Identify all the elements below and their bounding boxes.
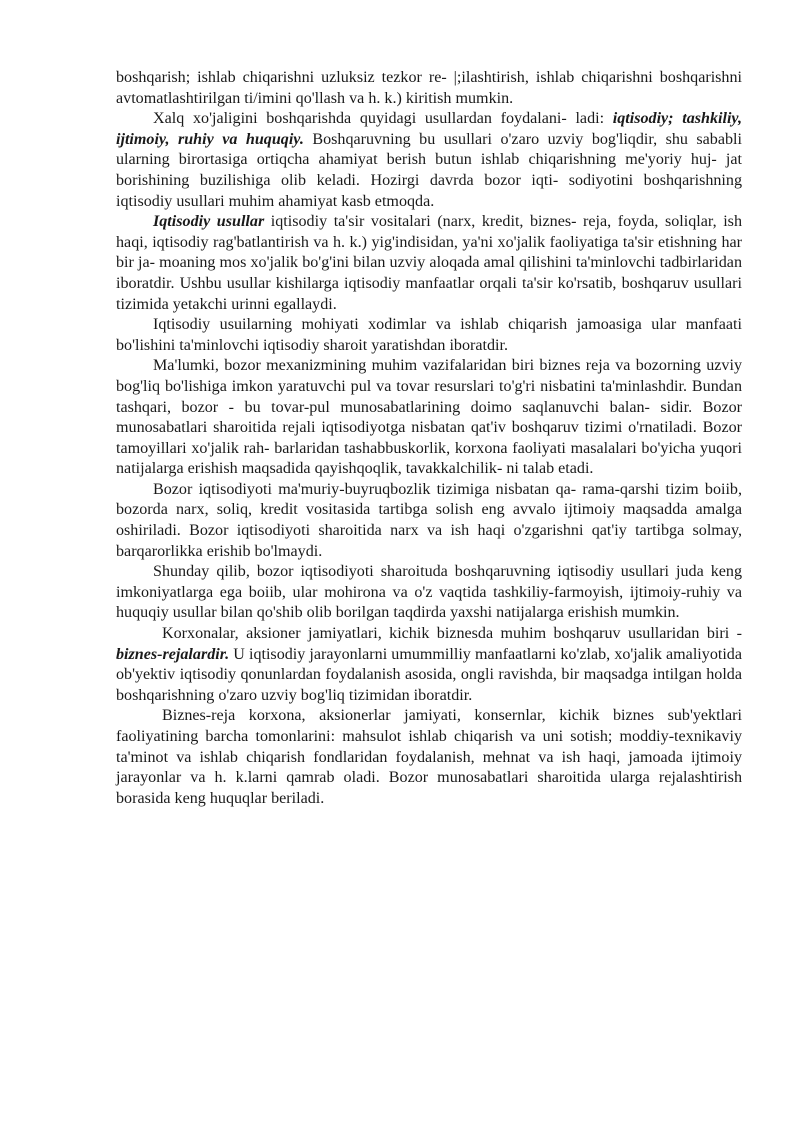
paragraph-continuation (116, 68, 742, 109)
paragraph-economic-methods (116, 212, 742, 315)
emphasized-method-list: iqtisodiy; tashkiliy, ijtimoiy, ruhiy va huquqiy. (116, 110, 742, 148)
paragraph-conclusion (116, 562, 742, 624)
paragraph-market-economy (116, 480, 742, 562)
paragraph-business-plan-scope (116, 706, 742, 809)
paragraph-text: Xalq xo'jaligini boshqarishda quyidagi usullardan foydalani- ladi: (153, 110, 613, 128)
document-body (116, 68, 742, 809)
paragraph-management-methods (116, 109, 742, 212)
paragraph-text: Korxonalar, aksioner jamiyatlari, kichik biznesda muhim boshqaruv usullaridan biri - (162, 625, 742, 643)
paragraph-text: Iqtisodiy usuilarning mohiyati xodimlar va ishlab chiqarish jamoasiga ular manfaati bo'lishini ta'minlovchi iqtisodiy sharoit yaratishdan iboratdir. (116, 316, 742, 354)
paragraph-text: U iqtisodiy jarayonlarni umummilliy manfaatlarni ko'zlab, xo'jalik amaliyotida ob'yektiv iqtisodiy qonunlardan foydalanish asosida, ongli ravishda, bir maqsadga intilgan holda boshqarishning o'zaro uzviy bog'liq tizimidan iboratdir. (116, 645, 742, 704)
paragraph-text: Boshqaruvning bu usullari o'zaro uzviy bog'liqdir, shu sababli ularning birortasiga ortiqcha ahamiyat berish butun ishlab chiqarishning me'yoriy huj- jat borishining buzilishiga olib keladi. Hozirgi davrda bozor iqti- sodiyotini boshqarishning iqtisodiy usullari muhim ahamiyat kasb etmoqda. (116, 130, 742, 210)
paragraph-business-plans (116, 624, 742, 706)
paragraph-text: iqtisodiy ta'sir vositalari (narx, kredit, biznes- reja, foyda, soliqlar, ish haqi, iqtisodiy rag'batlantirish va h. k.) yig'indisidan, ya'ni xo'jalik faoliyatiga ta'sir etishning har bir ja- moaning mos xo'jalik bo'g'ini bilan uzviy aloqada amal qilishini ta'minlovchi tadbirlaridan iboratdir. Ushbu usullar kishilarga iqtisodiy manfaatlar orqali ta'sir ko'rsatib, boshqaruv usullari tizimida yetakchi urinni egallaydi. (116, 213, 742, 313)
paragraph-text: Biznes-reja korxona, aksionerlar jamiyati, konsernlar, kichik biznes sub'yektlari faoliyatining barcha tomonlarini: mahsulot ishlab chiqarish va uni sotish; moddiy-texnikaviy ta'minot va ishlab chiqarish fondlaridan foydalanish, mehnat va ish haqi, jamoada ijtimoiy jarayonlar va h. k.larni qamrab oladi. Bozor munosabatlari sharoitida ularga rejalashtirish borasida keng huquqlar beriladi. (116, 707, 742, 807)
paragraph-text: Ma'lumki, bozor mexanizmining muhim vazifalaridan biri biznes reja va bozorning uzviy bog'liq bo'lishiga imkon yaratuvchi pul va tovar resurslari to'g'ri nisbatini ta'minlashdir. Bundan tashqari, bozor - bu tovar-pul munosabatlarining doimo saqlanuvchi balan- sidir. Bozor munosabatlari sharoitida rejali iqtisodiyotga nisbatan qat'iv boshqaruv tizimi o'rnatiladi. Bozor tamoyillari xo'jalik rah- barlaridan tashabbuskorlik, korxona faoliyati masalalari bo'yicha yuqori natijalarga erishish maqsadida qayishqoqlik, tavakkalchilik- ni talab etadi. (116, 357, 742, 478)
emphasized-term: Iqtisodiy usullar (153, 213, 265, 231)
paragraph-essence (116, 315, 742, 356)
emphasized-term: biznes-rejalardir. (116, 645, 230, 663)
paragraph-market-mechanism (116, 356, 742, 480)
paragraph-text: Bozor iqtisodiyoti ma'muriy-buyruqbozlik tizimiga nisbatan qa- rama-qarshi tizim boiib, bozorda narx, soliq, kredit vositasida tartibga solish eng avvalo ijtimoiy maqsadda amalga oshiriladi. Bozor iqtisodiyoti sharoitida narx va ish haqi o'zgarishni qat'iy tartibga solmay, barqarorlikka erishib bo'lmaydi. (116, 480, 742, 560)
paragraph-text: boshqarish; ishlab chiqarishni uzluksiz tezkor re- |;ilashtirish, ishlab chiqarishni boshqarishni avtomatlashtirilgan ti/imini qo'llash va h. k.) kiritish mumkin. (116, 69, 742, 107)
paragraph-text: Shunday qilib, bozor iqtisodiyoti sharoituda boshqaruvning iqtisodiy usullari juda keng imkoniyatlarga ega boiib, ular mohirona va o'z vaqtida tashkiliy-farmoyish, ijtimoiy-ruhiy va huquqiy usullar bilan qo'shib olib borilgan taqdirda yaxshi natijalarga erishish mumkin. (116, 563, 742, 622)
